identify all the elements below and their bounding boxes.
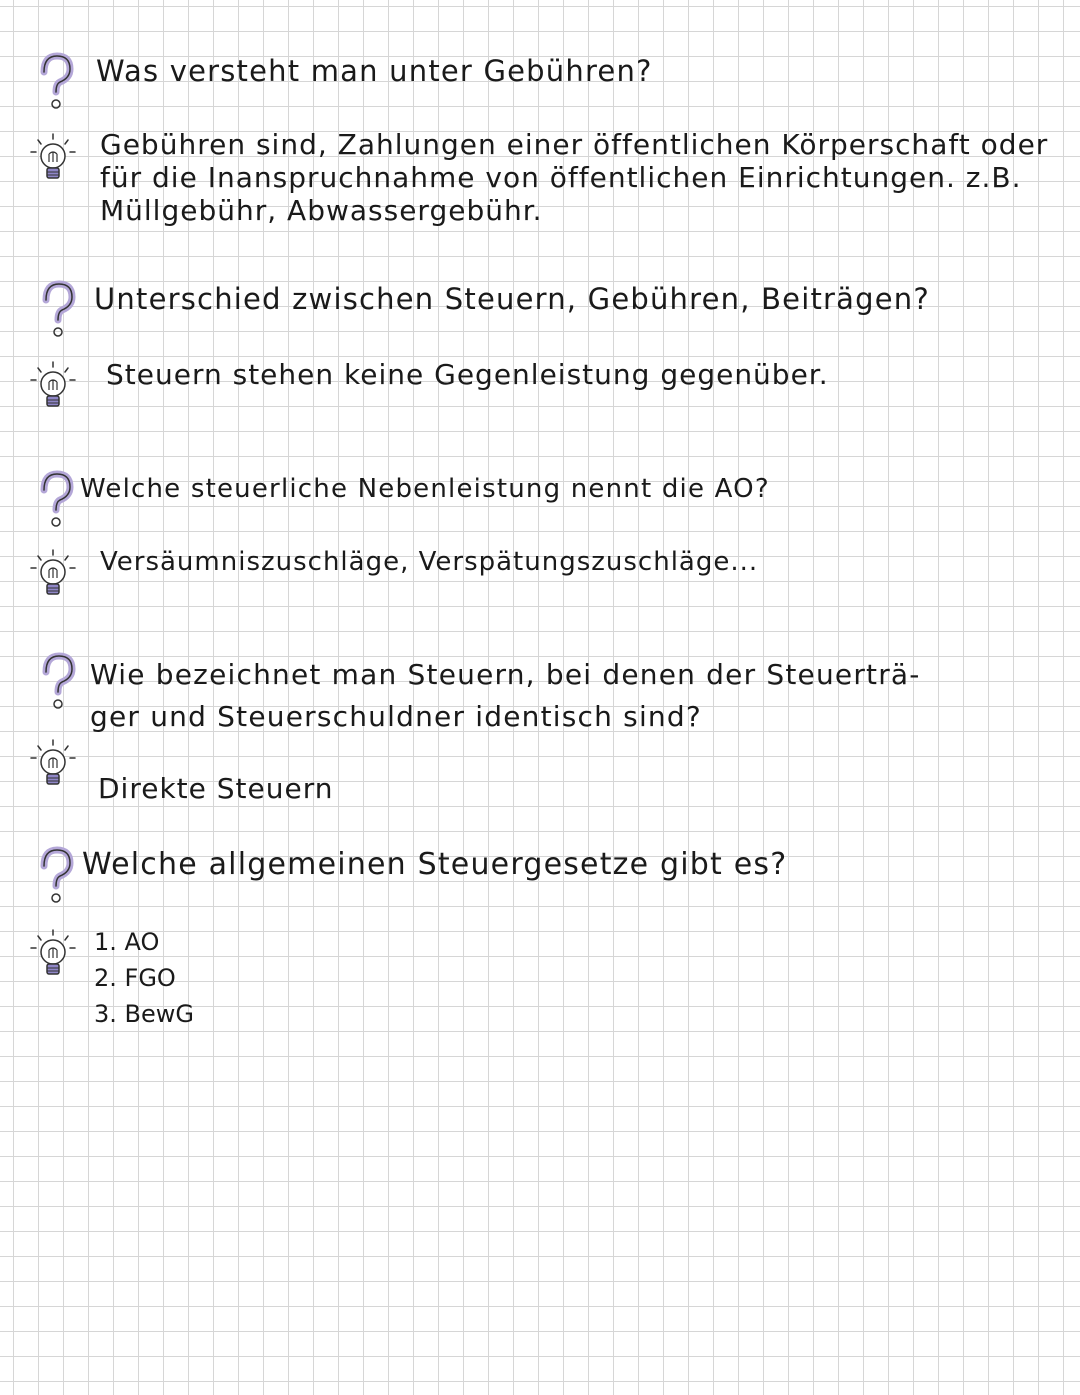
answer-list — [94, 924, 194, 1032]
answer-line: Gebühren sind, Zahlungen einer öffentlichen Körperschaft oder — [100, 128, 1049, 161]
question-mark-icon — [32, 846, 82, 906]
answer-text: Direkte Steuern — [98, 772, 334, 805]
list-item: 2. FGO — [94, 964, 176, 992]
question-text — [90, 654, 921, 738]
question-text: Was versteht man unter Gebühren? — [96, 54, 653, 88]
question-mark-icon — [34, 280, 84, 340]
question-line: Wie bezeichnet man Steuern, bei denen der Steuerträ- — [90, 658, 921, 691]
question-mark-icon — [34, 652, 84, 712]
lightbulb-icon — [28, 132, 78, 192]
question-text: Welche steuerliche Nebenleistung nennt die AO? — [80, 474, 770, 504]
answer-line: Müllgebühr, Abwassergebühr. — [100, 194, 543, 227]
question-mark-icon — [32, 52, 82, 112]
question-text: Welche allgemeinen Steuergesetze gibt es? — [82, 847, 788, 882]
lightbulb-icon — [28, 548, 78, 608]
question-mark-icon — [32, 470, 82, 530]
answer-text — [100, 128, 1048, 227]
question-text: Unterschied zwischen Steuern, Gebühren, Beiträgen? — [94, 282, 930, 316]
lightbulb-icon — [28, 360, 78, 420]
list-item: 3. BewG — [94, 1000, 194, 1028]
answer-text: Versäumniszuschläge, Verspätungszuschläge... — [100, 547, 759, 577]
lightbulb-icon — [28, 928, 78, 988]
answer-line: für die Inanspruchnahme von öffentlichen Einrichtungen. z.B. — [100, 161, 1022, 194]
answer-text: Steuern stehen keine Gegenleistung gegenüber. — [106, 358, 829, 391]
question-line: ger und Steuerschuldner identisch sind? — [90, 700, 702, 733]
list-item: 1. AO — [94, 928, 160, 956]
lightbulb-icon — [28, 738, 78, 798]
